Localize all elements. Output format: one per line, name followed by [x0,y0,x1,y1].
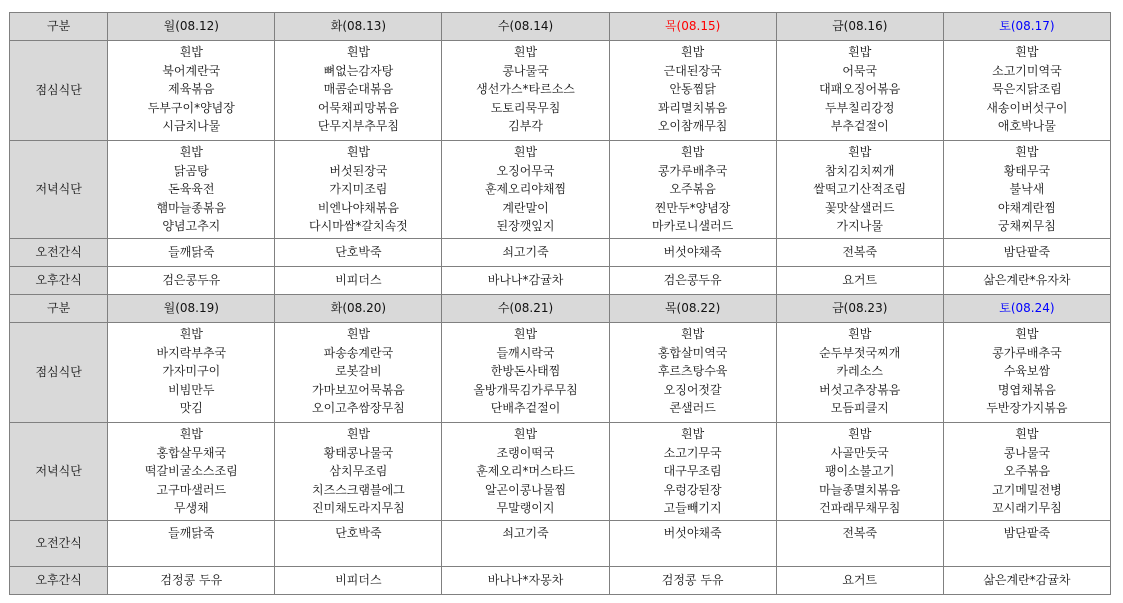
menu-item: 흰밥 [1015,327,1039,341]
snack-cell: 요거트 [776,267,943,295]
menu-item: 맛김 [179,401,203,416]
menu-item: 오징어젓갈 [663,382,722,397]
menu-item: 꽃맛살샐러드 [824,200,895,215]
dinner-menu-cell [609,141,776,239]
menu-item: 후르츠탕수육 [657,364,728,379]
menu-item: 마늘종멸치볶음 [819,482,901,497]
am-snack-row [10,239,1111,267]
menu-item: 오징어무국 [496,163,555,178]
menu-item: 진미채도라지무침 [312,501,405,516]
lunch-menu-cell [609,323,776,423]
lunch-menu-cell [108,41,275,141]
menu-item: 모듬피클지 [830,401,889,416]
menu-item: 사골만둣국 [830,445,889,460]
menu-item: 떡갈비굴소스조림 [144,464,238,479]
menu-item: 들깨시락국 [496,345,555,360]
menu-item: 황태무국 [1003,163,1051,178]
menu-item: 파송송계란국 [323,345,394,360]
menu-item: 두부칠리강정 [824,100,895,115]
menu-item: 콩가루배추국 [657,163,728,178]
lunch-menu-cell [442,323,609,423]
menu-item: 근대된장국 [663,63,722,78]
menu-item: 삼치무조림 [329,464,388,479]
menu-item: 우렁강된장 [663,482,722,497]
menu-item: 흰밥 [513,45,538,59]
menu-item: 치즈스크램블에그 [312,482,405,497]
menu-item: 흰밥 [681,145,705,159]
menu-item: 흰밥 [848,145,872,159]
menu-item: 꼬시래기무침 [992,501,1062,516]
menu-item: 바지락부추국 [156,345,227,360]
menu-item: 햄마늘종볶음 [156,200,227,215]
menu-item: 한방돈사태찜 [490,364,561,379]
menu-item: 가자미구이 [162,364,221,379]
menu-item: 흰밥 [513,327,538,341]
am-snack-label: 오전간식 [10,239,108,267]
lunch-menu-cell [108,323,275,423]
menu-item: 가마보꼬어묵볶음 [312,382,405,397]
pm-snack-row [10,567,1111,595]
menu-item: 생선가스*타르소스 [476,82,575,97]
dinner-menu-cell [776,141,943,239]
dinner-menu-cell [108,423,275,521]
menu-item: 카레소스 [836,364,883,379]
menu-item: 단무지부추무침 [317,119,399,134]
menu-item: 불낙새 [1009,182,1045,197]
menu-item: 참치김치찌개 [824,163,895,178]
dinner-row [10,423,1111,521]
menu-item: 명엽채볶음 [997,382,1056,397]
dinner-menu-cell [776,423,943,521]
menu-item: 콩가루배추국 [992,345,1062,360]
menu-item: 비빔만두 [168,382,215,397]
menu-item: 흰밥 [848,327,872,341]
snack-cell: 바나나*자몽차 [442,567,609,595]
menu-item: 오주볶음 [669,182,716,197]
menu-item: 알곤이콩나물찜 [484,482,567,497]
day-header: 월(08.19) [108,295,275,323]
menu-item: 흰밥 [681,427,705,441]
menu-item: 마카로니샐러드 [652,219,734,234]
menu-item: 콘샐러드 [669,401,716,416]
menu-item: 소고기무국 [663,445,722,460]
snack-cell: 단호박죽 [275,239,442,267]
menu-item: 꽈리멸치볶음 [657,100,728,115]
lunch-menu-cell [609,41,776,141]
menu-item: 흰밥 [513,427,538,441]
menu-item: 흰밥 [179,327,203,341]
week-header-row [10,295,1111,323]
menu-item: 흰밥 [1015,145,1039,159]
lunch-label: 점심식단 [10,41,108,141]
menu-item: 수육보쌈 [1003,364,1051,379]
menu-item: 고구마샐러드 [156,482,227,497]
menu-item: 묵은지닭조림 [992,82,1062,97]
dinner-menu-cell [108,141,275,239]
menu-item: 궁채찌무침 [997,219,1056,234]
am-snack-label: 오전간식 [10,521,108,567]
pm-snack-label: 오후간식 [10,267,108,295]
menu-item: 닭곰탕 [173,163,209,178]
menu-item: 홍합살무채국 [156,445,227,460]
menu-item: 뼈없는감자탕 [323,63,394,78]
snack-cell: 버섯야채죽 [609,239,776,267]
lunch-menu-cell [275,323,442,423]
category-header: 구분 [10,295,108,323]
menu-item: 애호박나물 [997,119,1056,134]
dinner-row [10,141,1111,239]
dinner-menu-cell [609,423,776,521]
snack-cell: 쇠고기죽 [442,521,609,567]
menu-item: 두부구이*양념장 [147,100,235,115]
day-header: 토(08.24) [943,295,1110,323]
day-header: 목(08.22) [609,295,776,323]
menu-item: 찐만두*양념장 [654,200,731,215]
pm-snack-label: 오후간식 [10,567,108,595]
menu-item: 시금치나물 [162,119,221,134]
menu-item: 흰밥 [1015,427,1039,441]
menu-item: 콩나물국 [1003,445,1051,460]
menu-item: 흰밥 [179,145,203,159]
menu-item: 김부각 [508,119,543,134]
lunch-menu-cell [442,41,609,141]
menu-item: 가지미조림 [329,182,388,197]
menu-item: 버섯고추장볶음 [819,382,901,397]
menu-item: 오이참깨무침 [657,119,728,134]
menu-item: 로봇갈비 [335,364,382,379]
snack-cell: 검은콩두유 [108,267,275,295]
menu-item: 된장깻잎지 [496,219,555,234]
dinner-menu-cell [275,423,442,521]
menu-item: 흰밥 [681,327,705,341]
menu-item: 무생채 [173,501,209,516]
menu-item: 황태콩나물국 [323,445,394,460]
menu-item: 소고기미역국 [992,63,1062,78]
snack-cell: 들깨닭죽 [108,521,275,567]
snack-cell: 삶은계란*유자차 [943,267,1110,295]
menu-item: 무말랭이지 [496,501,555,516]
snack-cell: 검정콩 두유 [609,567,776,595]
snack-cell: 전복죽 [776,521,943,567]
menu-item: 순두부젓국찌개 [819,345,901,360]
day-header: 목(08.15) [609,13,776,41]
menu-item: 흰밥 [179,45,203,59]
menu-item: 새송이버섯구이 [986,100,1068,115]
menu-item: 양념고추지 [162,219,221,234]
am-snack-row [10,521,1111,567]
menu-item: 건파래무채무침 [819,501,901,516]
menu-item: 고들빼기지 [663,501,722,516]
day-header: 화(08.13) [275,13,442,41]
snack-cell: 검은콩두유 [609,267,776,295]
menu-item: 오이고추쌈장무침 [312,401,405,416]
day-header: 금(08.16) [776,13,943,41]
snack-cell: 삶은계란*감귤차 [943,567,1110,595]
menu-item: 훈제오리야채찜 [484,182,567,197]
menu-item: 흰밥 [346,327,370,341]
menu-item: 흰밥 [346,145,370,159]
menu-item: 돈육육전 [168,182,215,197]
menu-item: 대패오징어볶음 [819,82,901,97]
snack-cell: 요거트 [776,567,943,595]
day-header: 월(08.12) [108,13,275,41]
menu-item: 북어계란국 [162,63,221,78]
lunch-row [10,323,1111,423]
menu-item: 계란말이 [502,200,549,215]
menu-item: 두반장가지볶음 [986,401,1068,416]
menu-item: 콩나물국 [502,63,549,78]
category-header: 구분 [10,13,108,41]
menu-item: 팽이소불고기 [824,464,895,479]
day-header: 금(08.23) [776,295,943,323]
lunch-menu-cell [943,41,1110,141]
menu-item: 흰밥 [179,427,203,441]
dinner-menu-cell [943,423,1110,521]
menu-item: 올방개묵김가루무침 [473,382,578,397]
pm-snack-row [10,267,1111,295]
snack-cell: 들깨닭죽 [108,239,275,267]
lunch-row [10,41,1111,141]
menu-item: 흰밥 [848,427,872,441]
menu-item: 야채계란찜 [997,200,1056,215]
day-header: 토(08.17) [943,13,1110,41]
lunch-menu-cell [776,323,943,423]
menu-item: 쌀떡고기산적조림 [813,182,907,197]
menu-item: 비엔나야채볶음 [317,200,399,215]
menu-item: 훈제오리*머스타드 [476,464,575,479]
menu-item: 단배추겉절이 [490,401,561,416]
day-header: 화(08.20) [275,295,442,323]
snack-cell: 밤단팥죽 [943,239,1110,267]
meal-plan-table [9,12,1111,595]
menu-item: 어묵국 [842,63,878,78]
menu-item: 가지나물 [836,219,883,234]
menu-item: 조랭이떡국 [496,445,555,460]
meal-plan-body [10,13,1111,595]
menu-item: 홍합살미역국 [657,345,728,360]
lunch-menu-cell [275,41,442,141]
dinner-label: 저녁식단 [10,423,108,521]
menu-item: 고기메밀전병 [992,482,1062,497]
lunch-menu-cell [943,323,1110,423]
menu-item: 흰밥 [346,427,370,441]
menu-item: 흰밥 [1015,45,1039,59]
dinner-menu-cell [943,141,1110,239]
menu-item: 흰밥 [681,45,705,59]
snack-cell: 단호박죽 [275,521,442,567]
snack-cell: 검정콩 두유 [108,567,275,595]
snack-cell: 전복죽 [776,239,943,267]
menu-item: 매콤순대볶음 [323,82,394,97]
menu-item: 대구무조림 [663,464,722,479]
menu-item: 어묵채피망볶음 [317,100,399,115]
menu-item: 안동찜닭 [669,82,716,97]
snack-cell: 버섯야채죽 [609,521,776,567]
lunch-menu-cell [776,41,943,141]
snack-cell: 비피더스 [275,567,442,595]
menu-item: 제육볶음 [168,82,215,97]
menu-item: 다시마쌈*갈치속젓 [309,219,408,234]
day-header: 수(08.21) [442,295,609,323]
menu-item: 버섯된장국 [329,163,388,178]
day-header: 수(08.14) [442,13,609,41]
menu-item: 오주볶음 [1003,464,1051,479]
menu-item: 흰밥 [346,45,370,59]
menu-item: 흰밥 [848,45,872,59]
dinner-label: 저녁식단 [10,141,108,239]
menu-item: 부추겉절이 [830,119,889,134]
menu-item: 흰밥 [513,145,538,159]
dinner-menu-cell [442,423,609,521]
snack-cell: 밤단팥죽 [943,521,1110,567]
dinner-menu-cell [442,141,609,239]
dinner-menu-cell [275,141,442,239]
snack-cell: 바나나*감귤차 [442,267,609,295]
menu-item: 도토리묵무침 [490,100,561,115]
week-header-row [10,13,1111,41]
snack-cell: 비피더스 [275,267,442,295]
snack-cell: 쇠고기죽 [442,239,609,267]
lunch-label: 점심식단 [10,323,108,423]
